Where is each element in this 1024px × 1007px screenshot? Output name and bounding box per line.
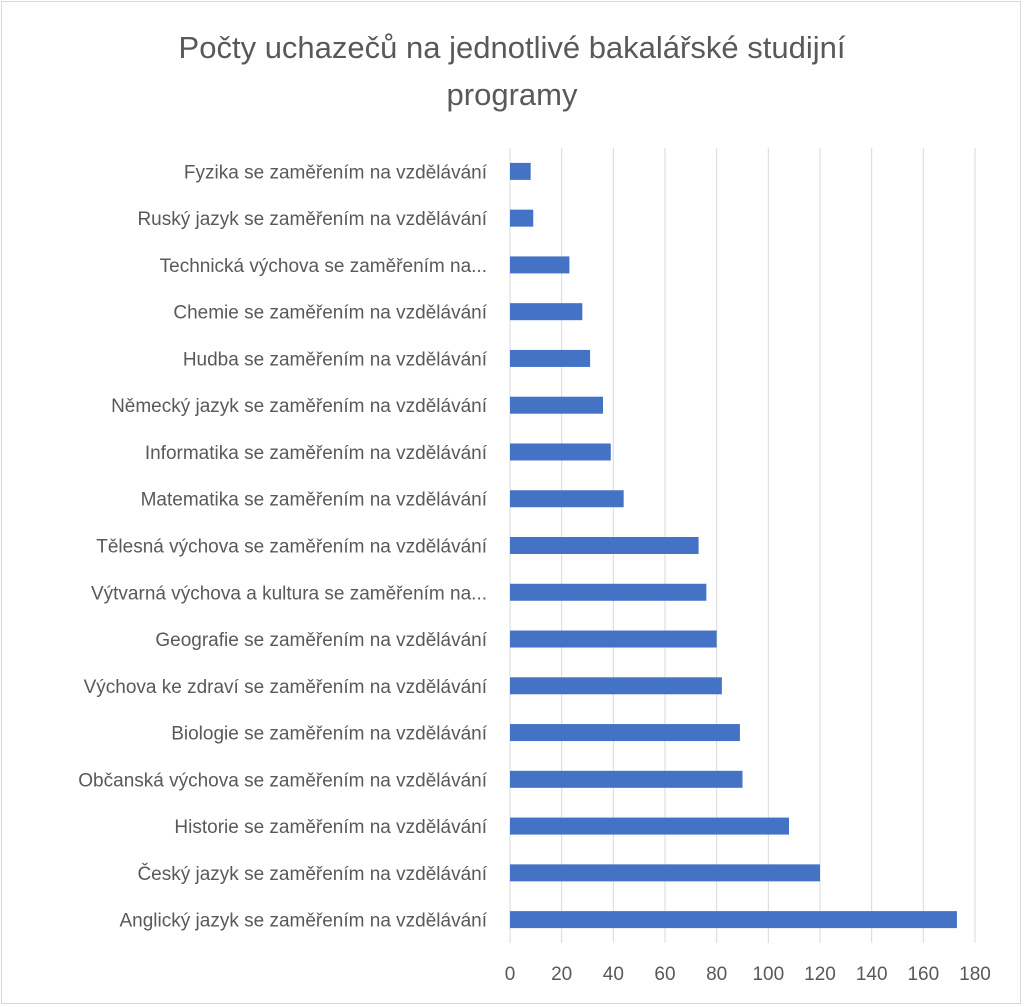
x-tick-label: 40 [602, 964, 624, 985]
x-tick-label: 180 [959, 964, 991, 985]
category-label: Fyzika se zaměřením na vzdělávání [183, 162, 487, 184]
x-tick-label: 120 [804, 964, 836, 985]
bar [510, 818, 789, 835]
x-tick-label: 160 [907, 964, 940, 985]
bar [510, 210, 533, 227]
bar [510, 443, 611, 460]
category-label: Tělesná výchova se zaměřením na vzdělávání [96, 536, 487, 558]
x-tick-labels [505, 964, 991, 985]
category-label: Informatika se zaměřením na vzdělávání [144, 442, 487, 464]
category-label: Výtvarná výchova a kultura se zaměřením na... [90, 583, 487, 605]
category-label: Biologie se zaměřením na vzdělávání [171, 723, 487, 745]
bar [510, 397, 603, 414]
bars [510, 163, 957, 928]
category-label: Ruský jazyk se zaměřením na vzdělávání [137, 209, 487, 231]
category-label: Český jazyk se zaměřením na vzdělávání [137, 863, 487, 885]
x-tick-label: 80 [706, 964, 728, 985]
bar [510, 911, 957, 928]
bar [510, 303, 582, 320]
bar [510, 163, 531, 180]
bar [510, 350, 590, 367]
category-label: Matematika se zaměřením na vzdělávání [140, 489, 487, 511]
category-label: Chemie se zaměřením na vzdělávání [173, 302, 487, 324]
bar [510, 864, 820, 881]
category-label: Občanská výchova se zaměřením na vzdělávání [78, 770, 487, 792]
bar [510, 677, 722, 694]
x-tick-label: 60 [654, 964, 676, 985]
x-tick-label: 100 [752, 964, 785, 985]
category-label: Německý jazyk se zaměřením na vzdělávání [111, 396, 487, 418]
bar [510, 771, 743, 788]
category-label: Geografie se zaměřením na vzdělávání [155, 630, 487, 652]
bar [510, 537, 699, 554]
x-tick-label: 20 [551, 964, 573, 985]
bar [510, 256, 569, 273]
category-label: Výchova ke zdraví se zaměřením na vzdělávání [83, 676, 487, 698]
bar [510, 490, 624, 507]
bar [510, 724, 740, 741]
bar [510, 631, 717, 648]
category-label: Anglický jazyk se zaměřením na vzdělávání [119, 910, 487, 932]
category-label: Technická výchova se zaměřením na... [159, 255, 487, 277]
x-tick-label: 0 [504, 964, 516, 985]
category-label: Hudba se zaměřením na vzdělávání [182, 349, 487, 371]
category-label: Historie se zaměřením na vzdělávání [174, 817, 487, 839]
chart-title: Počty uchazečů na jednotlivé bakalářské studijní programy [178, 30, 846, 112]
x-tick-label: 140 [855, 964, 888, 985]
bar [510, 584, 706, 601]
category-labels [78, 162, 487, 931]
